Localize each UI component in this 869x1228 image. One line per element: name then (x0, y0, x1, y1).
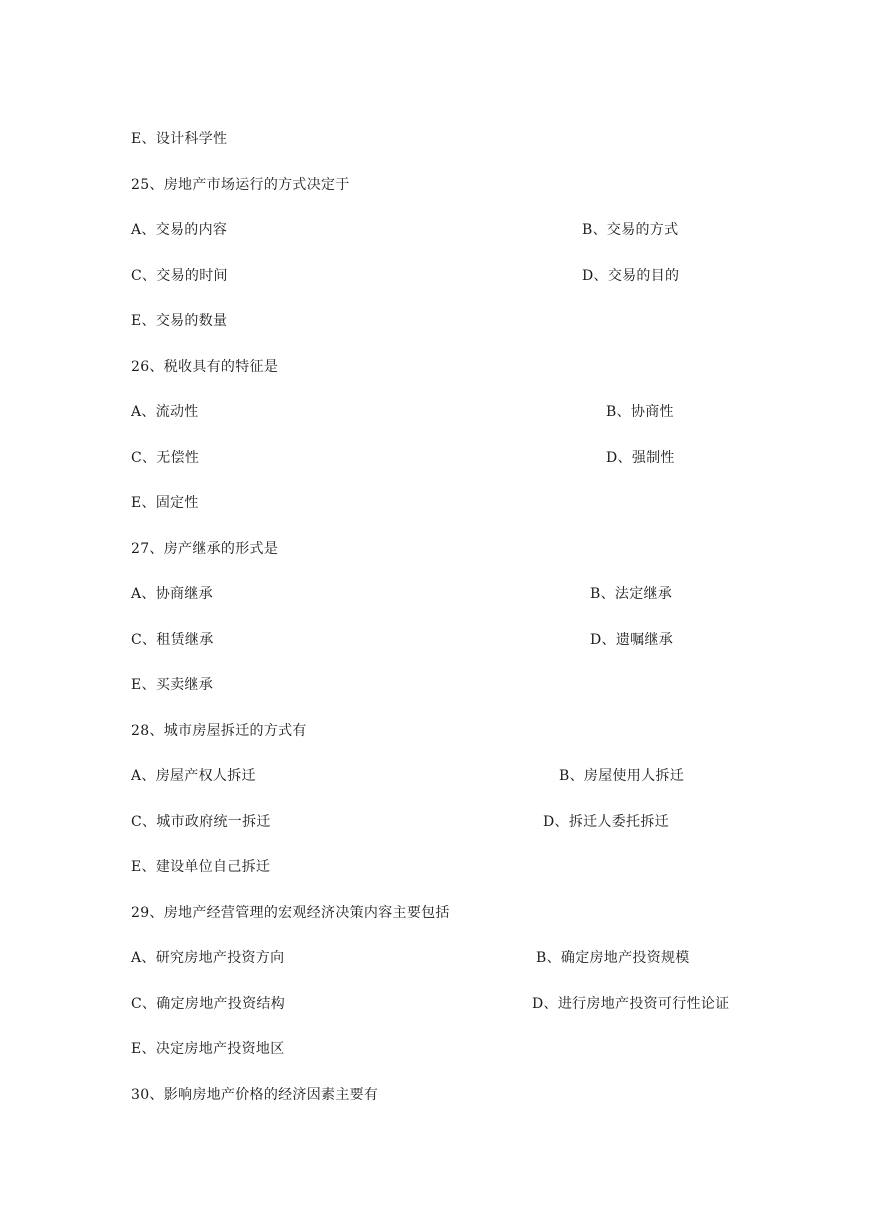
q28-option-e: E、建设单位自己拆迁 (131, 859, 271, 875)
q29-stem: 29、房地产经营管理的宏观经济决策内容主要包括 (131, 905, 450, 921)
q29-option-a: A、研究房地产投资方向 (131, 950, 285, 966)
q27-option-c: C、租赁继承 (131, 632, 214, 648)
q26-option-c: C、无偿性 (131, 450, 200, 466)
q25-option-b: B、交易的方式 (582, 222, 679, 238)
q24-option-e: E、设计科学性 (131, 131, 228, 147)
q26-option-b: B、协商性 (606, 404, 674, 420)
q28-option-a: A、房屋产权人拆迁 (131, 768, 256, 784)
q27-stem: 27、房产继承的形式是 (131, 541, 279, 557)
q28-stem: 28、城市房屋拆迁的方式有 (131, 723, 307, 739)
q26-stem: 26、税收具有的特征是 (131, 359, 279, 375)
q26-option-d: D、强制性 (606, 450, 675, 466)
q25-option-c: C、交易的时间 (131, 268, 228, 284)
q30-stem: 30、影响房地产价格的经济因素主要有 (131, 1087, 379, 1103)
q28-option-d: D、拆迁人委托拆迁 (543, 814, 669, 830)
q29-option-c: C、确定房地产投资结构 (131, 996, 286, 1012)
q25-stem: 25、房地产市场运行的方式决定于 (131, 177, 350, 193)
q26-option-e: E、固定性 (131, 495, 199, 511)
q26-option-a: A、流动性 (131, 404, 199, 420)
q25-option-e: E、交易的数量 (131, 313, 228, 329)
q28-option-c: C、城市政府统一拆迁 (131, 814, 271, 830)
q27-option-d: D、遗嘱继承 (590, 632, 674, 648)
q27-option-b: B、法定继承 (590, 586, 673, 602)
q27-option-e: E、买卖继承 (131, 677, 214, 693)
q29-option-e: E、决定房地产投资地区 (131, 1041, 285, 1057)
q29-option-d: D、进行房地产投资可行性论证 (532, 996, 730, 1012)
q25-option-a: A、交易的内容 (131, 222, 228, 238)
q25-option-d: D、交易的目的 (582, 268, 680, 284)
q27-option-a: A、协商继承 (131, 586, 213, 602)
q29-option-b: B、确定房地产投资规模 (536, 950, 690, 966)
q28-option-b: B、房屋使用人拆迁 (559, 768, 684, 784)
